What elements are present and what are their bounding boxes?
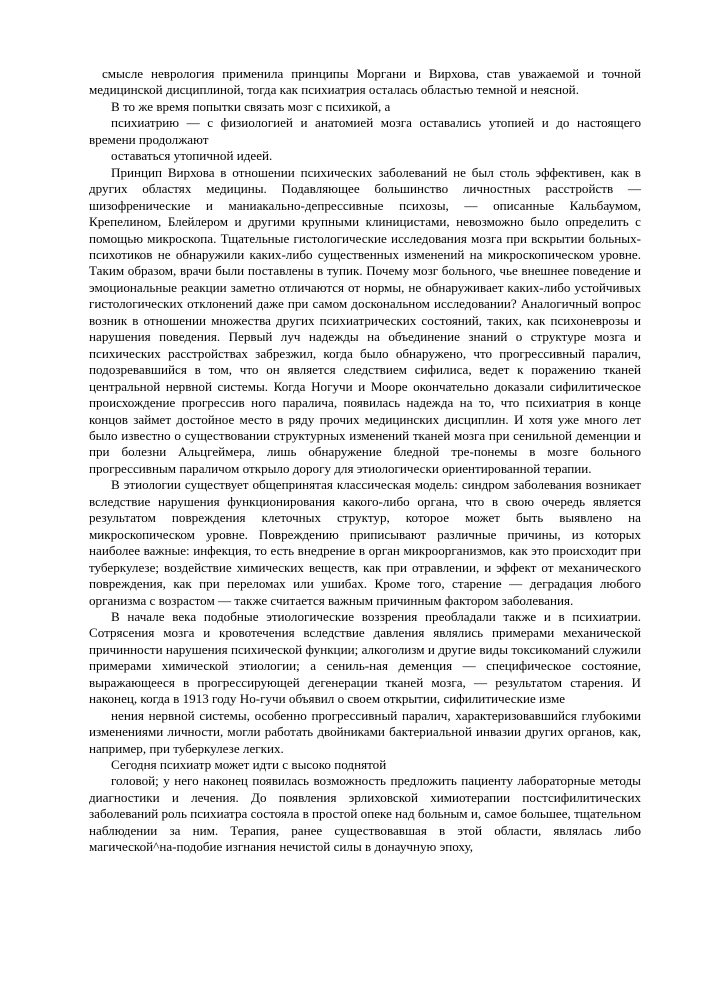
- document-page: [89, 66, 641, 856]
- paragraph-8: нения нервной системы, особенно прогрессивный паралич, характеризовавшийся глубокими изменениями личности, могли работать двойниками бактериальной инвазии других органов, как, например, при туберкулезе легких.: [89, 707, 641, 756]
- paragraph-2: В то же время попытки связать мозг с психикой, а: [111, 98, 391, 114]
- paragraph-9: Сегодня психиатр может идти с высоко поднятой: [111, 757, 387, 773]
- paragraph-5: Принцип Вирхова в отношении психических заболеваний не был столь эффективен, как в других областях медицины. Подавляющее большинство личностных расстройств — шизофренические и маниакально-депрессивные психозы, — описанные Кальбаумом, Крепелином, Блейлером и другими крупными клиницистами, невозможно было определить с помощью микроскопа. Тщательные гистологические исследования мозга при вскрытии больных-психотиков не обнаружили каких-либо существенных изменений на микроскопическом уровне. Таким образом, врачи были поставлены в тупик. Почему мозг больного, чье внешнее поведение и эмоциональные реакции заметно отличаются от нормы, не обнаруживает каких-либо устойчивых гистологических отклонений даже при самом доскональном исследовании? Аналогичный вопрос возник в отношении множества других психиатрических состояний, таких, как психоневрозы и нарушения поведения. Первый луч надежды на объединение знаний о структуре мозга и психических расстройствах забрезжил, когда было обнаружено, что прогрессивный паралич, подозревавшийся в том, что он является следствием сифилиса, ведет к поражению тканей центральной нервной системы. Когда Ногучи и Мооре окончательно доказали сифилитическое происхождение прогрессив ного паралича, появилась надежда на то, что психиатрия в конце концов займет достойное место в ряду прочих медицинских дисциплин. И хотя уже много лет было известно о существовании структурных изменений тканей мозга при сенильной деменции и при болезни Альцгеймера, лишь обнаружение бледной тре-понемы в мозге больного прогрессивным параличом открыло дорогу для этиологически ориентированной терапии.: [89, 164, 641, 476]
- paragraph-4: оставаться утопичной идеей.: [111, 148, 273, 164]
- paragraph-1: смысле неврология применила принципы Моргани и Вирхова, став уважаемой и точной медицинской дисциплиной, тогда как психиатрия осталась областью темной и неясной.: [89, 66, 641, 98]
- paragraph-6: В этиологии существует общепринятая классическая модель: синдром заболевания возникает вследствие нарушения функционирования какого-либо органа, что в свою очередь является результатом повреждения клеточных структур, которое может быть выявлено на микроскопическом уровне. Повреждению приписывают различные причины, из которых наиболее важные: инфекция, то есть внедрение в орган микроорганизмов, как это происходит при туберкулезе; воздействие химических веществ, как при отравлении, и эффект от механического повреждения, как при переломах или ушибах. Кроме того, старение — деградация любого организма с возрастом — также считается важным причинным фактором заболевания.: [89, 477, 641, 608]
- paragraph-7: В начале века подобные этиологические воззрения преобладали также и в психиатрии. Сотрясения мозга и кровотечения вследствие давления являлись примерами механической причинности нарушения психической функции; алкоголизм и другие виды токсикоманий служили примерами химической этиологии; а сениль-ная деменция — специфическое состояние, выражающееся в прогрессирующей дегенерации тканей мозга, — результатом старения. И наконец, когда в 1913 году Но-гучи объявил о своем открытии, сифилитические изме: [89, 608, 641, 707]
- paragraph-10: головой; у него наконец появилась возможность предложить пациенту лабораторные методы диагностики и лечения. До появления эрлиховской химиотерапии постсифилитических заболеваний роль психиатра состояла в простой опеке над больным и, самое большее, тщательном наблюдении за ним. Терапия, ранее существовавшая в этой области, являлась либо магической^на-подобие изгнания нечистой силы в донаучную эпоху,: [89, 773, 641, 855]
- paragraph-3: психиатрию — с физиологией и анатомией мозга оставались утопией и до настоящего времени продолжают: [89, 115, 641, 147]
